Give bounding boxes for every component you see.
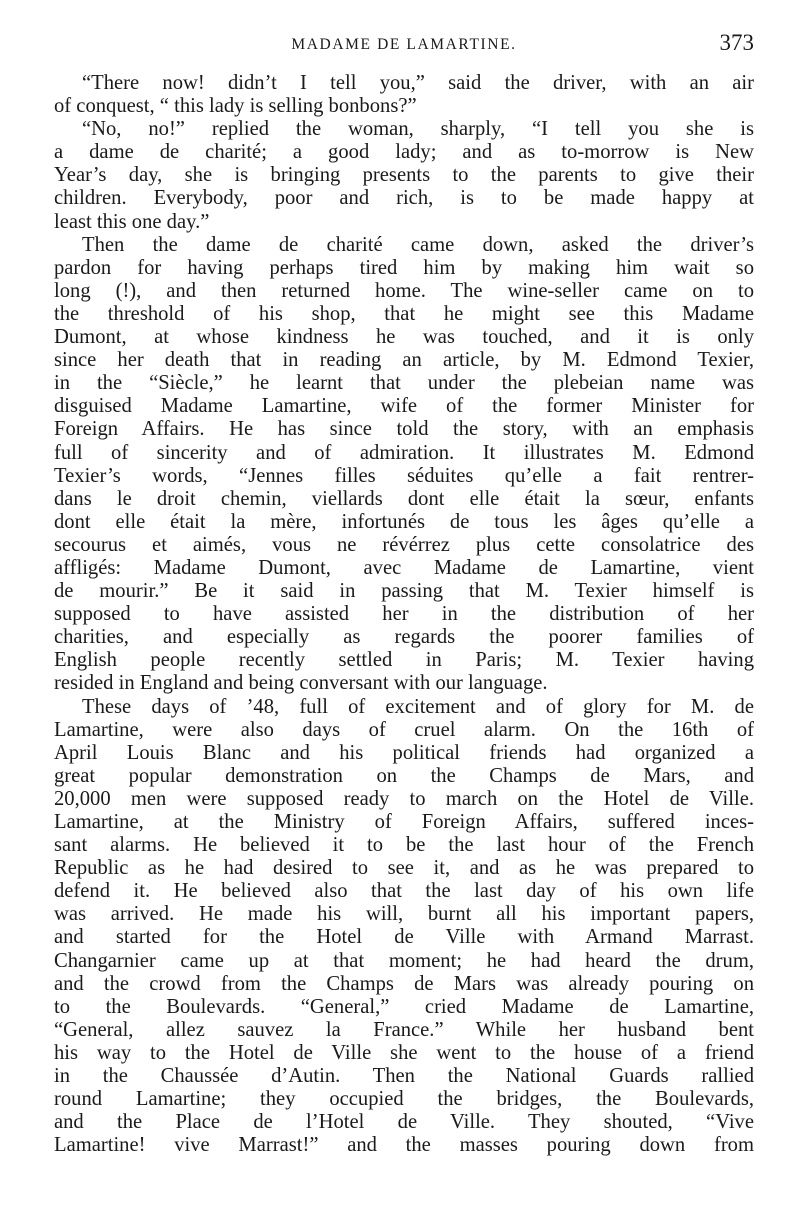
text-line: his way to the Hotel de Ville she went to the house of a friend [54,1041,754,1064]
text-line: “General, allez sauvez la France.” While her husband bent [54,1018,754,1041]
text-line: charities, and especially as regards the poorer families of [54,626,754,649]
text-line: round Lamartine; they occupied the bridges, the Boulevards, [54,1088,754,1111]
text-line: long (!), and then returned home. The wine-seller came on to [54,279,754,302]
text-line: a dame de charité; a good lady; and as to-morrow is New [54,141,754,164]
body-text [54,72,754,1157]
text-line: de mourir.” Be it said in passing that M. Texier himself is [54,580,754,603]
text-line: Foreign Affairs. He has since told the story, with an emphasis [54,418,754,441]
text-line: great popular demonstration on the Champs de Mars, and [54,764,754,787]
text-line: “There now! didn’t I tell you,” said the driver, with an air [82,72,754,94]
text-line: full of sincerity and of admiration. It illustrates M. Edmond [54,441,754,464]
text-line: 20,000 men were supposed ready to march on the Hotel de Ville. [54,787,754,810]
text-line: in the Chaussée d’Autin. Then the National Guards rallied [54,1065,754,1088]
text-line: least this one day.” [54,210,210,233]
text-line: secourus et aimés, vous ne révérrez plus cette consolatrice des [54,533,754,556]
text-line: Year’s day, she is bringing presents to the parents to give their [54,164,754,187]
text-line: of conquest, “ this lady is selling bonbons?” [54,95,417,118]
running-head [54,30,754,64]
text-line: affligés: Madame Dumont, avec Madame de Lamartine, vient [54,556,754,579]
text-line: Lamartine, at the Ministry of Foreign Affairs, suffered inces- [54,811,754,833]
text-line: disguised Madame Lamartine, wife of the former Minister for [54,395,754,418]
text-line: Then the dame de charité came down, asked the driver’s [82,233,754,256]
text-line: supposed to have assisted her in the distribution of her [54,603,754,626]
text-line: Lamartine, were also days of cruel alarm. On the 16th of [54,718,754,741]
text-line: to the Boulevards. “General,” cried Madame de Lamartine, [54,995,754,1018]
text-line: Republic as he had desired to see it, and as he was prepared to [54,857,754,880]
text-line: Changarnier came up at that moment; he had heard the drum, [54,949,754,972]
text-line: defend it. He believed also that the last day of his own life [54,880,754,903]
text-line: resided in England and being conversant with our language. [54,672,548,695]
text-line: English people recently settled in Paris; M. Texier having [54,649,754,672]
text-line: and the Place de l’Hotel de Ville. They shouted, “Vive [54,1111,754,1134]
text-line: These days of ’48, full of excitement and of glory for M. de [82,695,754,718]
text-line: pardon for having perhaps tired him by making him wait so [54,256,754,279]
text-line: April Louis Blanc and his political friends had organized a [54,741,754,764]
text-line: in the “Siècle,” he learnt that under the plebeian name was [54,372,754,395]
text-line: Lamartine! vive Marrast!” and the masses pouring down from [54,1134,754,1157]
text-line: the threshold of his shop, that he might see this Madame [54,302,754,325]
text-line: “No, no!” replied the woman, sharply, “I tell you she is [82,118,754,141]
page-number: 373 [719,30,754,55]
text-line: since her death that in reading an article, by M. Edmond Texier, [54,349,754,372]
text-line: Texier’s words, “Jennes filles séduites qu’elle a fait rentrer- [54,464,754,487]
text-line: children. Everybody, poor and rich, is to be made happy at [54,187,754,210]
text-line: sant alarms. He believed it to be the last hour of the French [54,834,754,857]
text-line: and the crowd from the Champs de Mars was already pouring on [54,972,754,995]
text-line: dont elle était la mère, infortunés de tous les âges qu’elle a [54,510,754,533]
text-line: and started for the Hotel de Ville with Armand Marrast. [54,926,754,949]
text-line: dans le droit chemin, viellards dont elle était la sœur, enfants [54,487,754,510]
text-line: Dumont, at whose kindness he was touched, and it is only [54,326,754,349]
text-line: was arrived. He made his will, burnt all his important papers, [54,903,754,926]
running-title: MADAME DE LAMARTINE. [291,36,517,53]
